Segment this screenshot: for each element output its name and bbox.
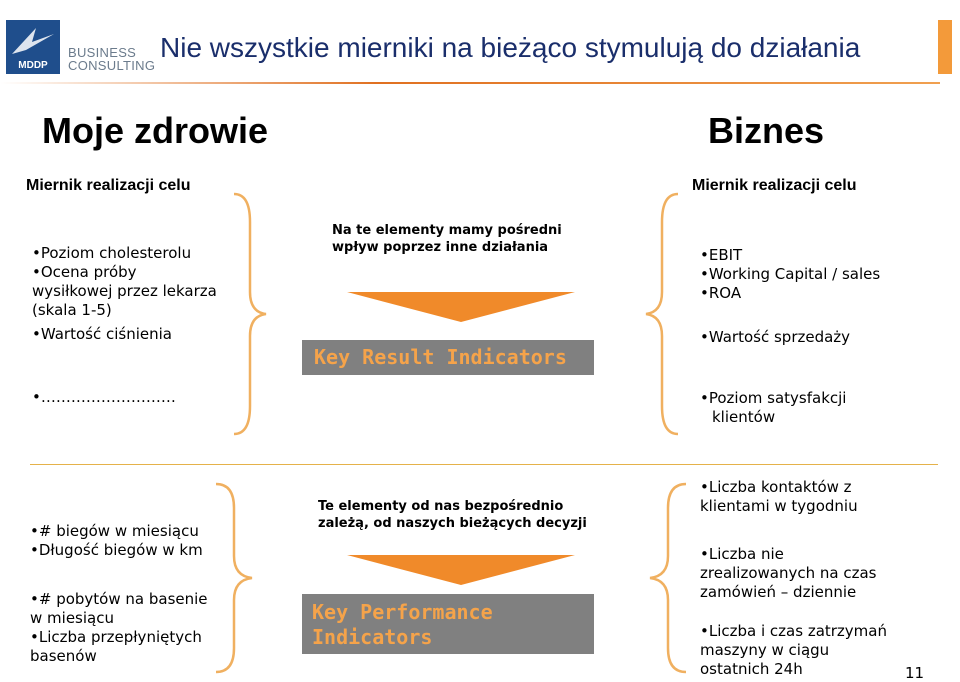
accent-bar [938, 20, 952, 74]
brace-right-bottom [214, 482, 254, 674]
left-subheading: Miernik realizacji celu [26, 177, 191, 194]
brace-right-top [232, 192, 268, 436]
title-rule [0, 82, 940, 84]
right-subheading: Miernik realizacji celu [692, 177, 857, 194]
section-divider [30, 464, 938, 465]
kpi-box: Key Performance Indicators [302, 594, 594, 654]
left-heading: Moje zdrowie [42, 110, 269, 151]
left-list-1: •Poziom cholesterolu •Ocena próby wysiłkowej przez lekarza (skala 1-5) [32, 244, 217, 319]
bottom-right-list-2: •Liczba nie zrealizowanych na czas zamówień – dziennie [700, 545, 877, 601]
left-list-2: •Wartość ciśnienia [32, 325, 172, 343]
right-list-1: •EBIT •Working Capital / sales •ROA [700, 246, 881, 302]
page-title: Nie wszystkie mierniki na bieżąco stymulują do działania [160, 32, 861, 63]
logo-subtitle: BUSINESS CONSULTING [68, 45, 156, 73]
middle-bottom-text: Te elementy od nas bezpośrednio zależą, od naszych bieżących decyzji [318, 499, 587, 531]
arrow-down-icon [345, 290, 577, 324]
middle-top-text: Na te elementy mamy pośredni wpływ poprzez inne działania [332, 223, 562, 255]
right-list-3: •Poziom satysfakcji klientów [700, 389, 847, 426]
arrow-down-icon [345, 553, 577, 587]
page-number: 11 [905, 664, 925, 682]
bottom-left-list-2: •# pobytów na basenie w miesiącu •Liczba przepłyniętych basenów [30, 590, 208, 665]
right-heading: Biznes [708, 110, 825, 151]
logo-text: MDDP [18, 60, 48, 71]
right-list-2: •Wartość sprzedaży [700, 328, 851, 346]
left-list-3: •……………………… [32, 388, 176, 406]
brace-left-bottom [648, 482, 688, 674]
bottom-right-list-1: •Liczba kontaktów z klientami w tygodniu [700, 478, 858, 515]
kri-box: Key Result Indicators [302, 340, 594, 375]
bottom-left-list-1: •# biegów w miesiącu •Długość biegów w km [30, 522, 203, 559]
logo-mark-icon [6, 20, 60, 60]
brace-left-top [644, 192, 680, 436]
bottom-right-list-3: •Liczba i czas zatrzymań maszyny w ciągu ostatnich 24h [700, 622, 887, 678]
